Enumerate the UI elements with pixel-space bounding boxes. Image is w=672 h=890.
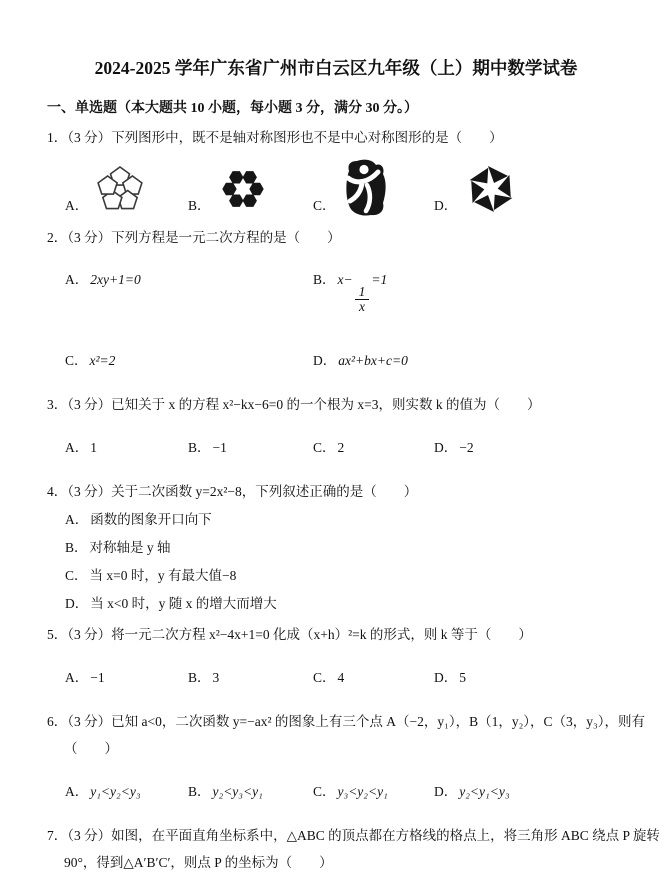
fraction: $\frac{1}{x}$ [355,285,370,314]
q6-option-d: D． y₂<y₁<y₃ [434,783,510,799]
question-7 [47,826,662,873]
q6-option-c: C． y₃<y₂<y₁ [313,783,388,799]
question-4-stem: 4．（3 分）关于二次函数 y=2x²−8，下列叙述正确的是（ ） [47,484,418,500]
q4-option-c: C． 当 x=0 时，y 有最大值−8 [65,568,237,584]
option-formula: x− $\frac{1}{x}$ =1 [337,271,388,314]
page-title: 2024-2025 学年广东省广州市白云区九年级（上）期中数学试卷 [94,58,578,78]
q6-option-b: B． y₂<y₃<y₁ [188,783,263,799]
question-6 [47,712,662,815]
option-value: 3 [212,669,220,685]
section-heading: 一、单选题（本大题共 10 小题，每小题 3 分，满分 30 分。） [47,101,418,116]
option-value: 5 [459,669,466,685]
question-1-figure-options [65,153,662,217]
q1-option-b [188,153,313,217]
question-3-stem: 3．（3 分）已知关于 x 的方程 x²−kx−6=0 的一个根为 x=3，则实数 k 的值为（ ） [47,397,541,413]
q4-option-a: A． 函数的图象开口向下 [65,512,212,528]
q5-option-d: D． 5 [434,669,466,685]
question-6-stem-line1: 6．（3 分）已知 a<0，二次函数 y=−ax² 的图象上有三个点 A（−2，y₁），B（1，y₂），C（3，y₃），则有 [47,714,645,730]
question-5-options [65,654,662,701]
question-4 [47,482,662,614]
option-label: B． [313,271,336,287]
aperture-icon [464,161,518,217]
option-formula: ax²+bx+c=0 [338,352,408,368]
question-1-stem: 1．（3 分）下列图形中，既不是轴对称图形也不是中心对称图形的是（ ） [47,130,503,145]
question-7-stem-line2: 90°，得到△A′B′C′，则点 P 的坐标为（ ） [64,855,333,871]
q2-option-a [65,270,313,314]
option-formula: 2xy+1=0 [90,271,141,287]
option-label: A． [65,198,89,213]
q4-option-d: D． 当 x<0 时，y 随 x 的增大而增大 [65,596,277,612]
question-2-stem: 2．（3 分）下列方程是一元二次方程的是（ ） [47,230,341,245]
option-formula: y₁<y₂<y₃ [90,783,141,799]
option-text: 对称轴是 y 轴 [89,540,171,556]
option-formula: y₂<y₃<y₁ [212,783,263,799]
question-3-options [65,424,662,471]
option-label: C． [65,352,88,368]
q2-option-b [313,270,662,314]
option-value: 2 [337,439,345,455]
q3-option-a: A． 1 [65,439,97,455]
q1-option-a [65,153,188,217]
question-5 [47,625,662,701]
question-3 [47,395,662,471]
option-formula: y₂<y₁<y₃ [459,783,510,799]
option-value: −1 [90,669,105,685]
option-label: A． [65,271,89,287]
option-text: 函数的图象开口向下 [90,512,212,528]
question-2-options [65,256,662,384]
option-label: D． [313,352,337,368]
option-value: −2 [459,439,474,455]
q4-option-b: B． 对称轴是 y 轴 [65,540,171,556]
question-5-stem: 5．（3 分）将一元二次方程 x²−4x+1=0 化成（x+h）²=k 的形式，则 k 等于（ ） [47,627,532,643]
q1-option-d [434,153,662,217]
q3-option-b: B． −1 [188,439,227,455]
question-1 [47,128,662,217]
question-6-options [65,768,662,815]
option-value: −1 [212,439,227,455]
option-formula: x²=2 [89,352,116,368]
dancing-seal-icon [343,159,387,217]
q5-option-b: B． 3 [188,669,220,685]
option-text: 当 x=0 时，y 有最大值−8 [89,568,237,584]
hexagon-ring-icon [218,161,268,217]
option-text: 当 x<0 时，y 随 x 的增大而增大 [90,596,277,612]
q3-option-d: D． −2 [434,439,474,455]
option-label: C． [313,198,336,213]
q3-option-c: C． 2 [313,439,345,455]
question-2 [47,228,662,384]
question-6-stem-line2: （ ） [64,741,118,757]
coordinate-plot-svg [46,883,286,890]
question-7-stem-line1: 7．（3 分）如图，在平面直角坐标系中，△ABC 的顶点都在方格线的格点上，将三角形 ABC 绕点 P 旋转 [47,828,660,844]
pentagon-flower-icon [95,161,145,217]
q5-option-a: A． −1 [65,669,105,685]
option-formula: y₃<y₂<y₁ [337,783,388,799]
q6-option-a: A． y₁<y₂<y₃ [65,783,141,799]
q2-option-c [65,351,313,371]
q5-option-c: C． 4 [313,669,345,685]
option-value: 4 [337,669,345,685]
option-label: D． [434,198,458,213]
option-value: 1 [90,439,97,455]
q1-option-c [313,153,434,217]
q2-option-d [313,351,662,371]
option-label: B． [188,198,211,213]
coordinate-grid-figure [46,883,672,890]
